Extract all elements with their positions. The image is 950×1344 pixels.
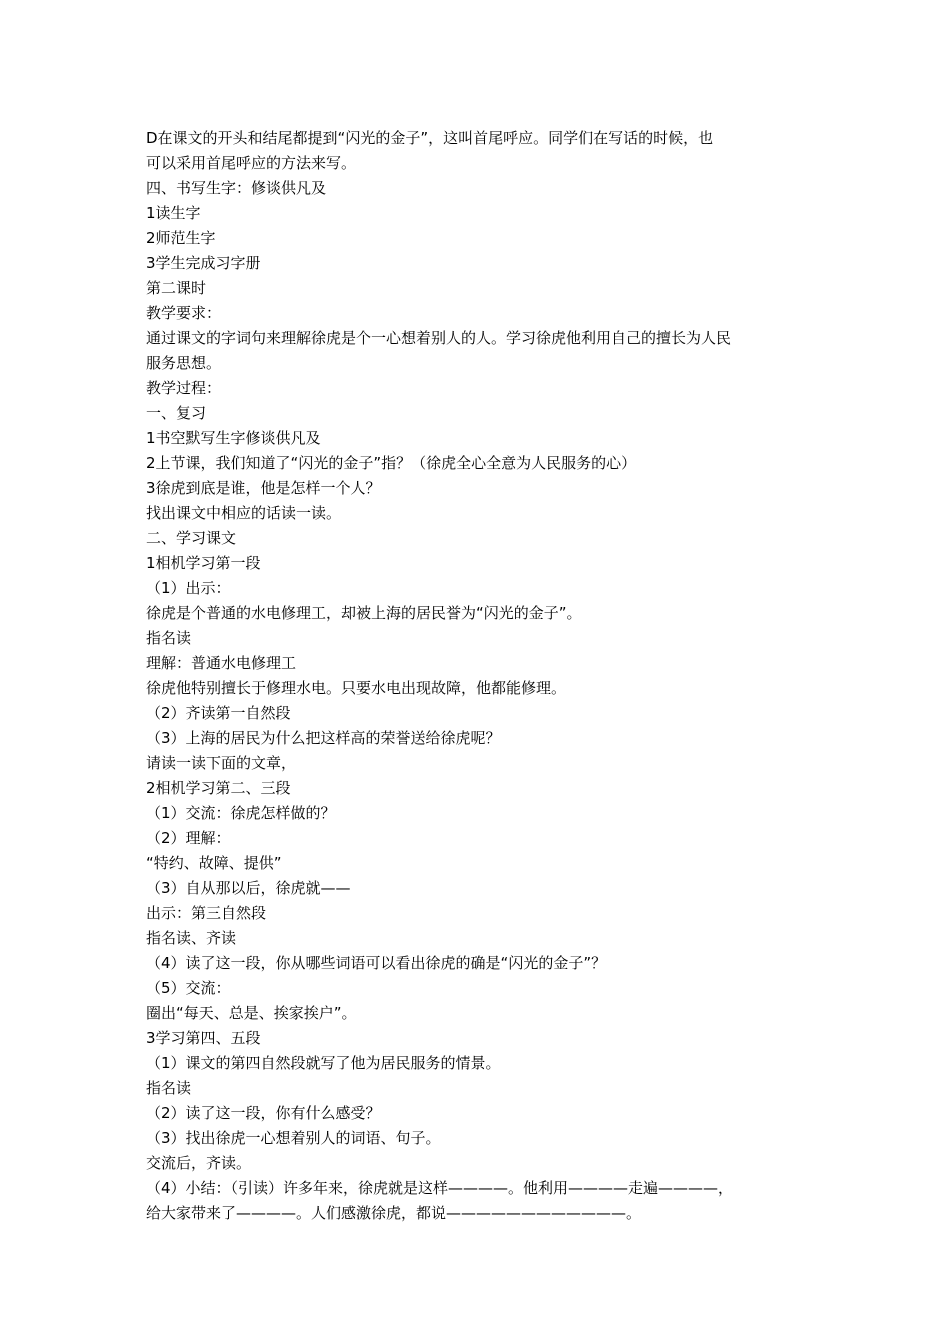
text-line: （3）找出徐虎一心想着别人的词语、句子。 — [146, 1129, 441, 1147]
text-line: 指名读、齐读 — [146, 929, 237, 947]
text-line: D在课文的开头和结尾都提到“闪光的金子”，这叫首尾呼应。同学们在写话的时候，也 — [146, 129, 714, 147]
text-line: （1）出示： — [146, 579, 231, 597]
text-line: 服务思想。 — [146, 354, 222, 372]
text-line: （2）齐读第一自然段 — [146, 704, 291, 722]
document-body — [146, 126, 814, 1226]
text-line: 徐虎他特别擅长于修理水电。只要水电出现故障，他都能修理。 — [146, 679, 567, 697]
section-heading: 二、学习课文 — [146, 529, 237, 547]
text-line: 2上节课，我们知道了“闪光的金子”指？（徐虎全心全意为人民服务的心） — [146, 454, 637, 472]
text-line: 1读生字 — [146, 204, 201, 222]
text-line: （2）理解： — [146, 829, 231, 847]
text-line: 徐虎是个普通的水电修理工，却被上海的居民誉为“闪光的金子”。 — [146, 604, 582, 622]
text-line: 3学习第四、五段 — [146, 1029, 261, 1047]
text-line: 1书空默写生字修谈供凡及 — [146, 429, 321, 447]
text-line: （3）上海的居民为什么把这样高的荣誉送给徐虎呢？ — [146, 729, 501, 747]
section-heading: 教学过程： — [146, 379, 222, 397]
text-line: 指名读 — [146, 1079, 192, 1097]
text-line: 理解：普通水电修理工 — [146, 654, 297, 672]
text-line: 出示：第三自然段 — [146, 904, 267, 922]
text-line: 3学生完成习字册 — [146, 254, 261, 272]
text-line: 交流后，齐读。 — [146, 1154, 252, 1172]
text-line: （2）读了这一段，你有什么感受？ — [146, 1104, 381, 1122]
text-line: 请读一读下面的文章， — [146, 754, 297, 772]
section-heading: 一、复习 — [146, 404, 207, 422]
text-line: （1）交流：徐虎怎样做的？ — [146, 804, 336, 822]
text-line: （1）课文的第四自然段就写了他为居民服务的情景。 — [146, 1054, 501, 1072]
text-line: （4）小结：（引读）许多年来，徐虎就是这样————。他利用————走遍————， — [146, 1179, 734, 1197]
text-line: 给大家带来了————。人们感激徐虎，都说————————————。 — [146, 1204, 642, 1222]
lesson-heading: 第二课时 — [146, 279, 207, 297]
section-heading: 四、书写生字：修谈供凡及 — [146, 179, 327, 197]
text-line: （4）读了这一段，你从哪些词语可以看出徐虎的确是“闪光的金子”？ — [146, 954, 607, 972]
text-line: 2师范生字 — [146, 229, 216, 247]
text-line: 2相机学习第二、三段 — [146, 779, 291, 797]
text-line: “特约、故障、提供” — [146, 854, 282, 872]
text-line: 圈出“每天、总是、挨家挨户”。 — [146, 1004, 357, 1022]
text-line: （3）自从那以后，徐虎就—— — [146, 879, 351, 897]
text-line: 指名读 — [146, 629, 192, 647]
text-line: 找出课文中相应的话读一读。 — [146, 504, 342, 522]
section-heading: 教学要求： — [146, 304, 222, 322]
text-line: 1相机学习第一段 — [146, 554, 261, 572]
text-line: 可以采用首尾呼应的方法来写。 — [146, 154, 357, 172]
text-line: 通过课文的字词句来理解徐虎是个一心想着别人的人。学习徐虎他利用自己的擅长为人民 — [146, 329, 732, 347]
text-line: 3徐虎到底是谁，他是怎样一个人？ — [146, 479, 381, 497]
text-line: （5）交流： — [146, 979, 231, 997]
